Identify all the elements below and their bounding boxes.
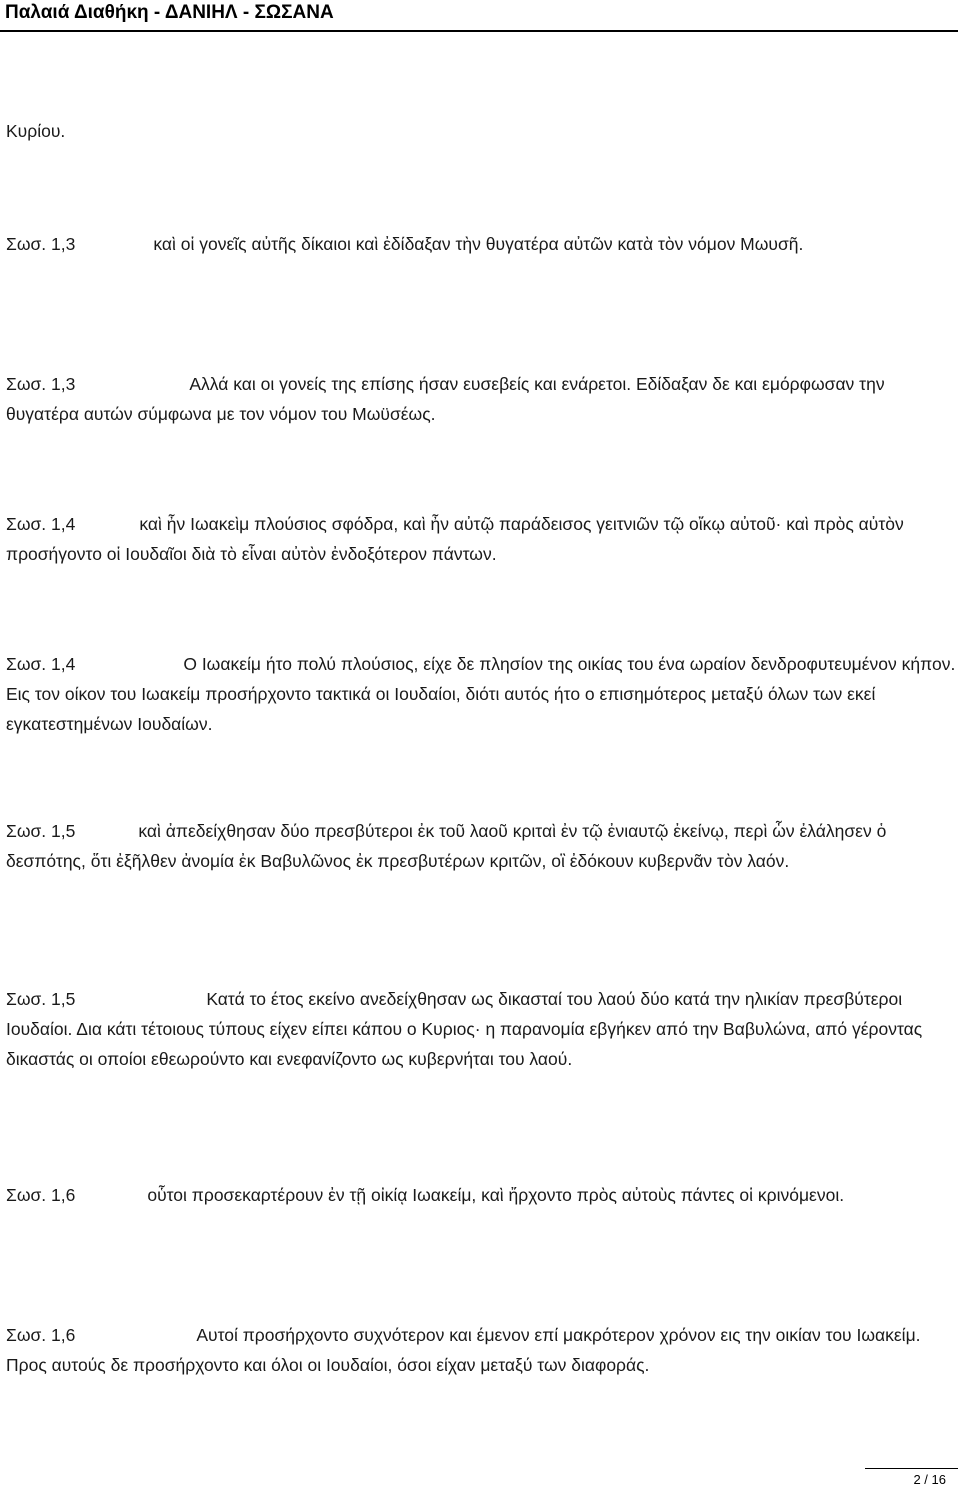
passage — [6, 509, 956, 569]
verse-text: οὗτοι προσεκαρτέρουν ἐν τῇ οἰκίᾳ Ιωακείμ, καὶ ἤρχοντο πρὸς αὐτοὺς πάντες οἱ κρινόμενοι. — [147, 1185, 845, 1205]
verse-text: καὶ ἦν Ιωακεὶμ πλούσιος σφόδρα, καὶ ἦν αὐτῷ παράδεισος γειτνιῶν τῷ οἴκῳ αὐτοῦ· καὶ πρὸς αὐτὸν προσήγοντο οἱ Ιουδαῖοι διὰ τὸ εἶναι αὐτὸν ἐνδοξότερον πάντων. — [6, 514, 904, 564]
passage — [6, 649, 956, 739]
verse-reference: Σωσ. 1,4 — [6, 654, 76, 674]
verse-reference: Σωσ. 1,5 — [6, 989, 76, 1009]
passage — [6, 369, 956, 429]
passage — [6, 816, 956, 876]
verse-text: καὶ οἱ γονεῖς αὐτῆς δίκαιοι καὶ ἐδίδαξαν τὴν θυγατέρα αὐτῶν κατὰ τὸν νόμον Μωυσῆ. — [153, 234, 804, 254]
verse-text: Κατά το έτος εκείνο ανεδείχθησαν ως δικασταί του λαού δύο κατά την ηλικίαν πρεσβύτεροι Ιουδαίοι. Δια κάτι τέτοιους τύπους είχεν είπει κάπου ο Κυριος· η παρανομία εβγήκεν από την Βαβυλώνα, από γέροντας δικαστάς οι οποίοι εθεωρούντο και ενεφανίζοντο ως κυβερνήται του λαού. — [6, 989, 923, 1069]
page-header — [0, 0, 960, 30]
document-title: Παλαιά Διαθήκη - ΔΑΝΙΗΛ - ΣΩΣΑΝΑ — [5, 2, 334, 23]
header-divider — [0, 30, 958, 32]
verse-reference: Σωσ. 1,5 — [6, 821, 76, 841]
verse-text: Αυτοί προσήρχοντο συχνότερον και έμενον επί μακρότερον χρόνον εις την οικίαν του Ιωακείμ. Προς αυτούς δε προσήρχοντο και όλοι οι Ιουδαίοι, όσοι είχαν μεταξύ των διαφοράς. — [6, 1325, 921, 1375]
verse-text: Αλλά και οι γονείς της επίσης ήσαν ευσεβείς και ενάρετοι. Εδίδαξαν δε και εμόρφωσαν την θυγατέρα αυτών σύμφωνα με τον νόμον του Μωϋσέως. — [6, 374, 885, 424]
passage — [6, 1180, 956, 1210]
verse-reference: Σωσ. 1,3 — [6, 374, 76, 394]
verse-reference: Σωσ. 1,6 — [6, 1185, 76, 1205]
verse-reference: Σωσ. 1,4 — [6, 514, 76, 534]
verse-reference: Σωσ. 1,3 — [6, 234, 76, 254]
passage — [6, 984, 956, 1074]
verse-reference: Σωσ. 1,6 — [6, 1325, 76, 1345]
verse-text: καὶ ἀπεδείχθησαν δύο πρεσβύτεροι ἐκ τοῦ λαοῦ κριταὶ ἐν τῷ ἐνιαυτῷ ἐκείνῳ, περὶ ὧν ἐλάλησεν ὁ δεσπότης, ὅτι ἐξῆλθεν ἀνομία ἐκ Βαβυλῶνος ἐκ πρεσβυτέρων κριτῶν, οἳ ἐδόκουν κυβερνᾶν τὸν λαόν. — [6, 821, 887, 871]
intro-text: Κυρίου. — [6, 121, 66, 141]
page-number: 2 / 16 — [913, 1472, 946, 1487]
footer-divider — [865, 1468, 958, 1469]
verse-text: Ο Ιωακείμ ήτο πολύ πλούσιος, είχε δε πλησίον της οικίας του ένα ωραίον δενδροφυτευμένον κήπον. Εις τον οίκον του Ιωακείμ προσήρχοντο τακτικά οι Ιουδαίοι, διότι αυτός ήτο ο επισημότερος μεταξύ όλων των εκεί εγκατεστημένων Ιουδαίων. — [6, 654, 956, 734]
passage — [6, 1320, 956, 1380]
passage — [6, 229, 956, 259]
